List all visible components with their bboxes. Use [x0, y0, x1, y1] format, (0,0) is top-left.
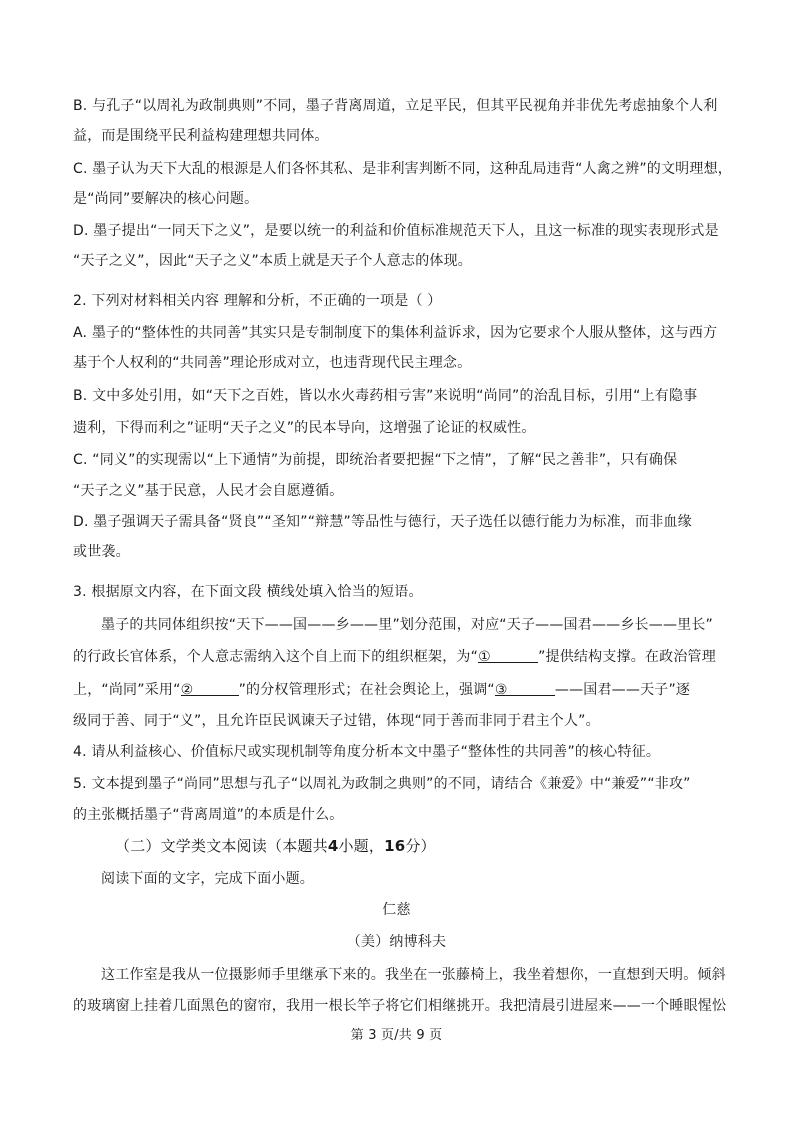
blank-1-input[interactable] [478, 647, 538, 663]
blank-3-marker: ③ [494, 682, 508, 698]
question-4: 4. 请从利益核心、价值标尺或实现机制等角度分析本文中墨子“整体性的共同善”的核心特征。 [73, 744, 661, 760]
q3-text-segment: ”提供结构支撑。在政治管理 [538, 649, 716, 665]
story-paragraph-line-2: 的玻璃窗上挂着几面黑色的窗帘，我用一根长竿子将它们相继挑开。我把清晨引进屋来——一个睡眼惺忪 [73, 998, 727, 1014]
story-paragraph-line-1: 这工作室是我从一位摄影师手里继承下来的。我坐在一张藤椅上，我坐着想你，一直想到天明。倾斜 [101, 967, 726, 983]
blank-1-marker: ① [478, 649, 491, 665]
story-author: （美）纳博科夫 [346, 934, 447, 950]
q2-option-a-line-1: A. 墨子的“整体性的共同善”其实只是专制制度下的集体利益诉求，因为它要求个人服从整体，这与西方 [73, 325, 718, 341]
q3-text-segment: 上，“尚同”采用“ [73, 682, 181, 698]
story-title: 仁慈 [382, 902, 411, 918]
q3-passage-line-1: 墨子的共同体组织按“天下——国——乡——里”划分范围，对应“天子——国君——乡长——里长” [101, 617, 714, 633]
blank-2-input[interactable] [181, 680, 239, 696]
q2-option-d-line-2: 或世袭。 [73, 544, 130, 560]
question-3-stem: 3. 根据原文内容，在下面文段 横线处填入恰当的短语。 [73, 584, 423, 600]
q3-text-segment: ——国君——天子”逐 [554, 682, 691, 698]
q2-option-c-line-2: “天子之义”基于民意，人民才会自愿遵循。 [73, 483, 344, 499]
option-c-line-1: C. 墨子认为天下大乱的根源是人们各怀其私、是非利害判断不同，这种乱局违背“人禽之辨”的文明理想， [73, 161, 732, 177]
blank-3-input[interactable] [495, 680, 555, 696]
q2-option-b-line-1: B. 文中多处引用，如“天下之百姓，皆以水火毒药相亏害”来说明“尚同”的治乱目标，引用“上有隐事 [73, 388, 698, 404]
q3-passage-line-4: 级同于善、同于“义”，且允许臣民讽谏天子过错，体现“同于善而非同于君主个人”。 [73, 713, 600, 729]
q2-option-d-line-1: D. 墨子强调天子需具备“贤良”“圣知”“辩慧”等品性与德行，天子选任以德行能力为标准，而非血缘 [73, 514, 692, 530]
section-2-heading: （二）文学类文本阅读（本题共4小题，16分） [115, 837, 436, 855]
page-footer: 第 3 页/共 9 页 [350, 1028, 443, 1043]
q2-option-b-line-2: 遗利，下得而利之”证明“天子之义”的民本导向，这增强了论证的权威性。 [73, 420, 536, 436]
question-5-line-1: 5. 文本提到墨子“尚同”思想与孔子“以周礼为政制之典则”的不同，请结合《兼爱》中“兼爱”“非攻” [73, 776, 691, 792]
option-b-line-1: B. 与孔子“以周礼为政制典则”不同，墨子背离周道，立足平民，但其平民视角并非优先考虑抽象个人利 [73, 98, 718, 114]
q3-text-segment: 的行政长官体系，个人意志需纳入这个自上而下的组织框架，为“ [73, 649, 479, 665]
q3-passage-line-2 [73, 647, 716, 667]
option-d-line-1: D. 墨子提出“一同天下之义”，是要以统一的利益和价值标准规范天下人，且这一标准的现实表现形式是 [73, 223, 719, 239]
q2-option-a-line-2: 基于个人权利的“共同善”理论形成对立，也违背现代民主理念。 [73, 355, 472, 371]
q3-passage-line-3 [73, 680, 690, 700]
question-2-stem: 2. 下列对材料相关内容 理解和分析，不正确的一项是（ ） [73, 293, 442, 309]
q3-text-segment: ”的分权管理形式；在社会舆论上，强调“ [238, 682, 495, 698]
question-5-line-2: 的主张概括墨子“背离周道”的本质是什么。 [73, 807, 344, 823]
q2-option-c-line-1: C. “同义”的实现需以“上下通情”为前提，即统治者要把握“下之情”，了解“民之善非”，只有确保 [73, 452, 678, 468]
blank-2-marker: ② [180, 682, 194, 698]
option-d-line-2: “天子之义”，因此“天子之义”本质上就是天子个人意志的体现。 [73, 253, 473, 269]
option-c-line-2: 是“尚同”要解决的核心问题。 [73, 191, 259, 207]
reading-instruction: 阅读下面的文字，完成下面小题。 [101, 871, 314, 887]
option-b-line-2: 益，而是围绕平民利益构建理想共同体。 [73, 128, 329, 144]
